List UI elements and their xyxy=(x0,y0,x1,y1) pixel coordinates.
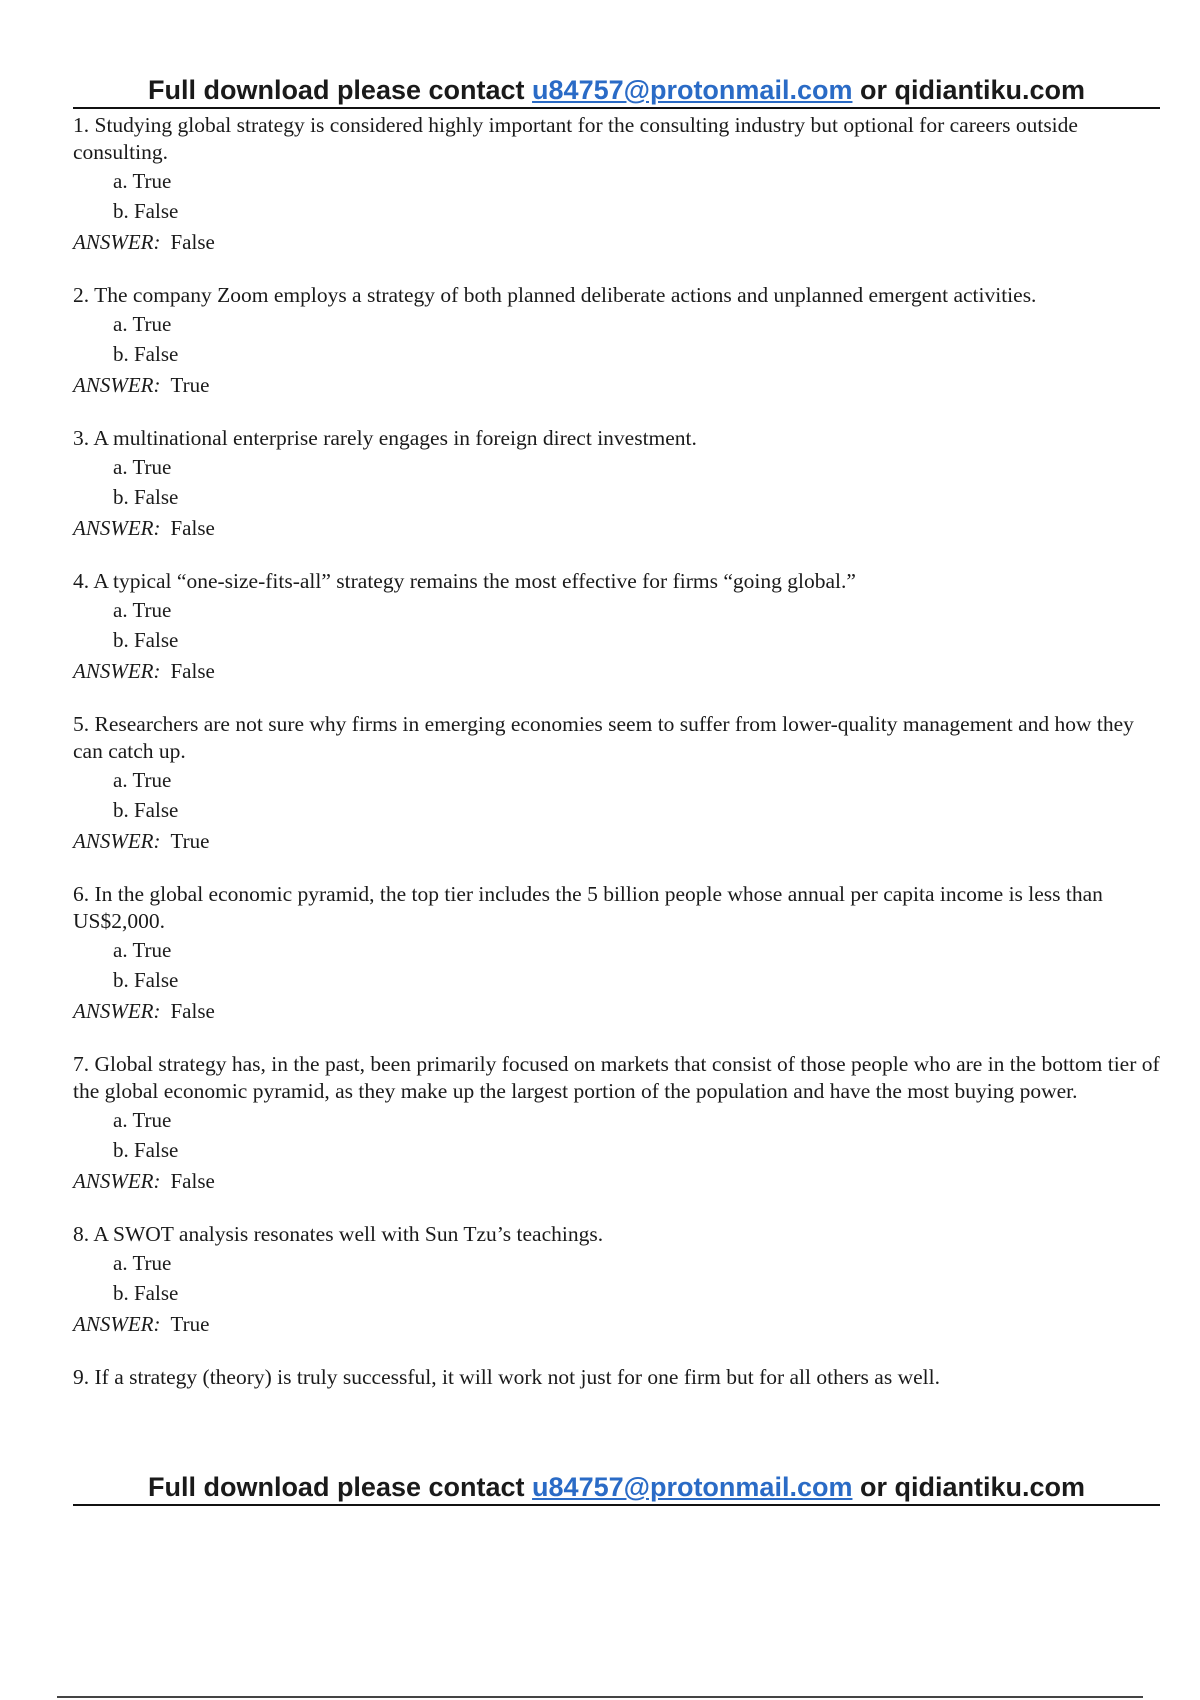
banner-prefix: Full download please contact xyxy=(147,1472,525,1502)
answer-line xyxy=(73,825,1163,857)
contact-email-link[interactable]: u84757@protonmail.com xyxy=(532,1472,853,1502)
banner-suffix: or qidiantiku.com xyxy=(859,1472,1086,1502)
contact-email-link[interactable]: u84757@protonmail.com xyxy=(532,75,853,105)
question-8 xyxy=(73,1221,1163,1340)
question-text: 7. Global strategy has, in the past, been primarily focused on markets that consist of those people who are in the bottom tier of the global economic pyramid, as they make up the largest portion of the population and have the most buying power. xyxy=(73,1052,1160,1103)
question-9 xyxy=(73,1364,1163,1391)
question-list xyxy=(73,112,1163,1391)
question-text: 3. A multinational enterprise rarely engages in foreign direct investment. xyxy=(73,426,697,450)
answer-label: ANSWER: xyxy=(73,373,161,397)
option-false: b. False xyxy=(113,628,179,652)
footer-banner xyxy=(73,1471,1160,1506)
option-true: a. True xyxy=(113,938,172,962)
question-7 xyxy=(73,1051,1163,1197)
page-bottom-rule xyxy=(57,1696,1143,1698)
answer-label: ANSWER: xyxy=(73,999,161,1023)
answer-value: False xyxy=(170,659,215,683)
question-3 xyxy=(73,425,1163,544)
option-false: b. False xyxy=(113,485,179,509)
option-true: a. True xyxy=(113,598,172,622)
answer-line xyxy=(73,369,1163,401)
answer-label: ANSWER: xyxy=(73,230,161,254)
option-false: b. False xyxy=(113,798,179,822)
option-true: a. True xyxy=(113,768,172,792)
answer-value: False xyxy=(170,230,215,254)
question-text: 8. A SWOT analysis resonates well with Sun Tzu’s teachings. xyxy=(73,1222,604,1246)
question-2 xyxy=(73,282,1163,401)
question-text: 9. If a strategy (theory) is truly successful, it will work not just for one firm but for all others as well. xyxy=(73,1365,940,1389)
answer-label: ANSWER: xyxy=(73,1312,161,1336)
option-false: b. False xyxy=(113,1281,179,1305)
answer-value: True xyxy=(170,829,210,853)
answer-line xyxy=(73,1165,1163,1197)
answer-line xyxy=(73,995,1163,1027)
question-6 xyxy=(73,881,1163,1027)
option-false: b. False xyxy=(113,968,179,992)
answer-label: ANSWER: xyxy=(73,516,161,540)
question-1 xyxy=(73,112,1163,258)
answer-value: False xyxy=(170,999,215,1023)
answer-label: ANSWER: xyxy=(73,1169,161,1193)
question-text: 5. Researchers are not sure why firms in emerging economies seem to suffer from lower-quality management and how they can catch up. xyxy=(73,712,1134,763)
answer-label: ANSWER: xyxy=(73,659,161,683)
answer-value: True xyxy=(170,373,210,397)
question-text: 1. Studying global strategy is considered highly important for the consulting industry but optional for careers outside consulting. xyxy=(73,113,1078,164)
option-true: a. True xyxy=(113,312,172,336)
answer-value: True xyxy=(170,1312,210,1336)
option-false: b. False xyxy=(113,199,179,223)
answer-line xyxy=(73,1308,1163,1340)
option-false: b. False xyxy=(113,1138,179,1162)
option-true: a. True xyxy=(113,1251,172,1275)
banner-prefix: Full download please contact xyxy=(147,75,525,105)
answer-value: False xyxy=(170,1169,215,1193)
banner-suffix: or qidiantiku.com xyxy=(859,75,1086,105)
question-text: 2. The company Zoom employs a strategy of both planned deliberate actions and unplanned emergent activities. xyxy=(73,283,1037,307)
answer-value: False xyxy=(170,516,215,540)
question-5 xyxy=(73,711,1163,857)
question-4 xyxy=(73,568,1163,687)
option-true: a. True xyxy=(113,169,172,193)
question-text: 6. In the global economic pyramid, the top tier includes the 5 billion people whose annual per capita income is less than US$2,000. xyxy=(73,882,1103,933)
answer-label: ANSWER: xyxy=(73,829,161,853)
option-false: b. False xyxy=(113,342,179,366)
option-true: a. True xyxy=(113,1108,172,1132)
question-text: 4. A typical “one-size-fits-all” strategy remains the most effective for firms “going global.” xyxy=(73,569,856,593)
answer-line xyxy=(73,512,1163,544)
option-true: a. True xyxy=(113,455,172,479)
answer-line xyxy=(73,226,1163,258)
header-banner xyxy=(73,74,1160,109)
answer-line xyxy=(73,655,1163,687)
